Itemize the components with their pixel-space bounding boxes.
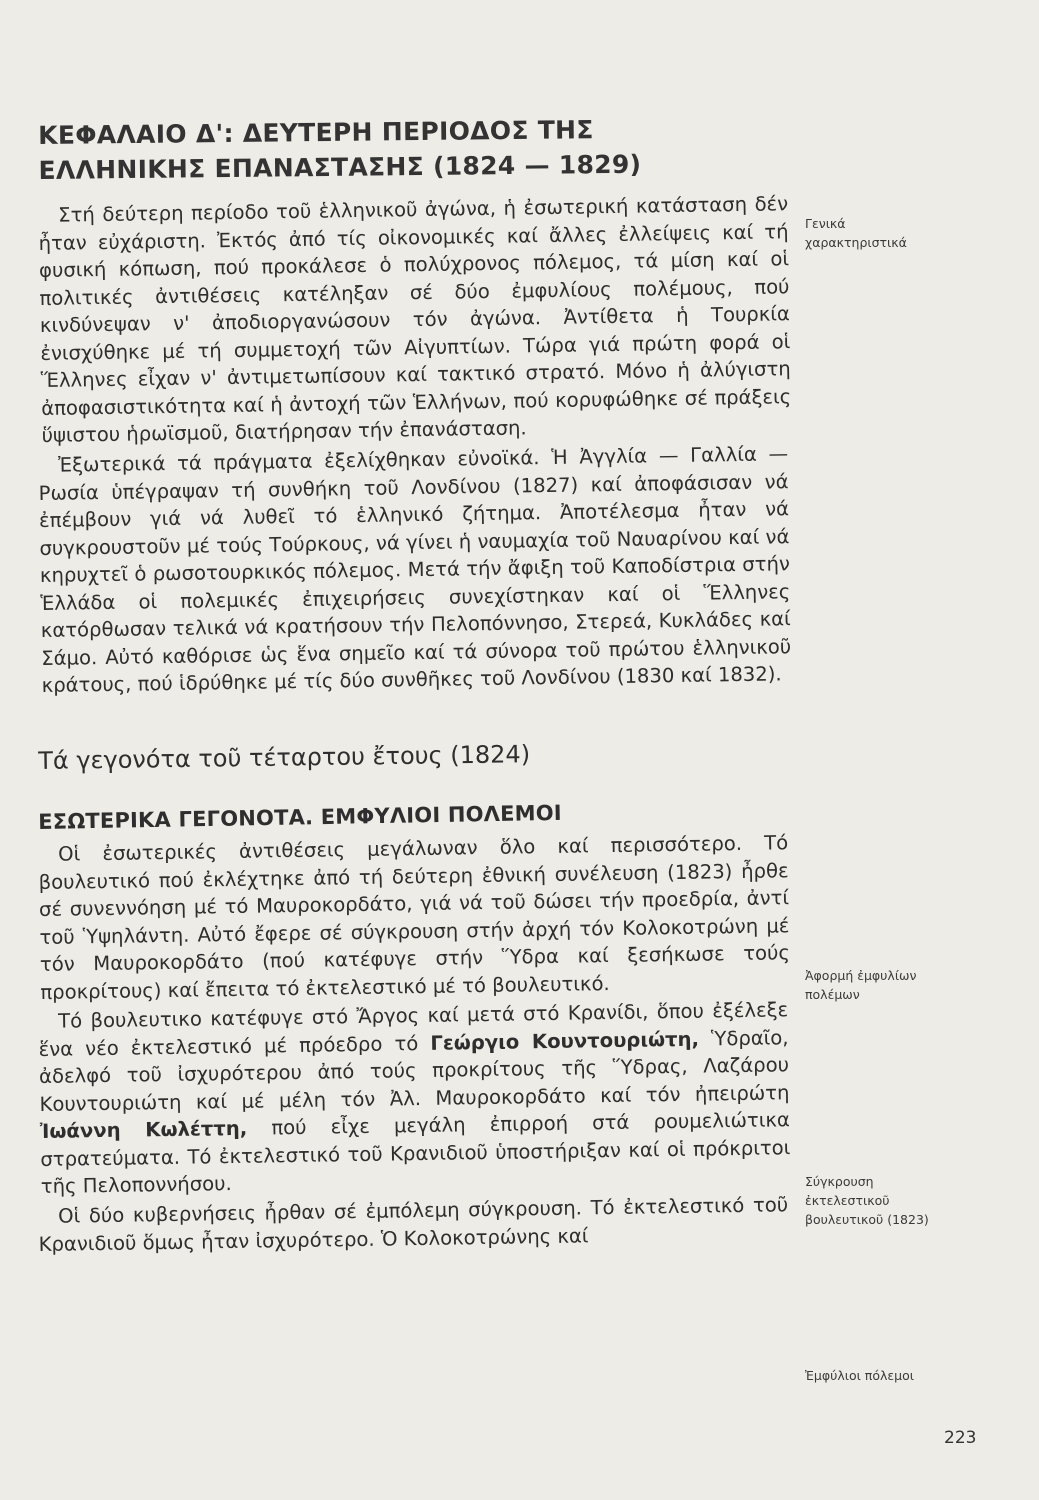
chapter-title [38, 110, 789, 188]
margin-note-text: Γενικά [805, 216, 846, 231]
margin-note-text: Ἀφορμή ἐμφυλίων [805, 968, 917, 983]
bold-name-kountouriotis: Γεώργιο Κουντουριώτη, [430, 1027, 700, 1055]
section-paragraph-3: Οἱ δύο κυβερνήσεις ἦρθαν σέ ἐμπόλεμη σύγκρουση. Τό ἐκτελεστικό τοῦ Κρανιδιοῦ ὅμως ἦταν ἰσχυρότερο. Ὁ Κολοκοτρώνης καί [38, 1192, 789, 1255]
section-paragraph-1: Οἱ ἐσωτερικές ἀντιθέσεις μεγάλωναν ὅλο καί περισσότερο. Τό βουλευτικό πού ἐκλέχτηκε ἀπό τή δεύτερη ἐθνική συνέλευση (1823) ἦρθε σέ συνεννόηση μέ τό Μαυροκορδάτο, γιά νά τοῦ δώσει τήν προεδρία, ἀντί τοῦ Ὑψηλάντη. Αὐτό ἔφερε σέ σύγκρουση στήν ἀρχή τόν Κολοκοτρώνη μέ τόν Μαυροκορδάτο (πού κατέφυγε στήν Ὕδρα καί ξεσήκωσε τούς προκρίτους) καί ἔπειτα τό ἐκτελεστικό μέ τό βουλευτικό. [38, 831, 791, 1004]
margin-note-text: πολέμων [805, 987, 860, 1002]
margin-note-text: ἐκτελεστικοῦ [805, 1193, 890, 1208]
page-number: 223 [944, 1428, 977, 1448]
section-heading: Τά γεγονότα τοῦ τέταρτου ἔτους (1824) [38, 740, 531, 775]
intro-paragraph-1: Στή δεύτερη περίοδο τοῦ ἑλληνικοῦ ἀγώνα, ἡ ἐσωτερική κατάσταση δέν ἦταν εὐχάριστη. Ἐκτός ἀπό τίς οἰκονομικές καί ἄλλες ἐλλείψεις καί τή φυσική κόπωση, πού προκάλεσε ὁ πολύχρονος πόλεμος, τά μίση καί οἱ πολιτικές ἀντιθέσεις κατέληξαν σέ δύο ἐμφυλίους πολέμους, πού κινδύνεψαν ν' ἀποδιοργανώσουν τόν ἀγώνα. Ἀντίθετα ἡ Τουρκία ἐνισχύθηκε μέ τή συμμετοχή τῶν Αἰγυπτίων. Τώρα γιά πρώτη φορά οἱ Ἕλληνες εἶχαν ν' ἀντιμετωπίσουν καί τακτικό στρατό. Μόνο ἡ ἀλύγιστη ἀποφασιστικότητα καί ἡ ἀντοχή τῶν Ἑλλήνων, πού κορυφώθηκε σέ πράξεις ὕψιστου ἡρωϊσμοῦ, διατήρησαν τήν ἐπανάσταση. [38, 192, 792, 447]
section-subheading: ΕΣΩΤΕΡΙΚΑ ΓΕΓΟΝΟΤΑ. ΕΜΦΥΛΙΟΙ ΠΟΛΕΜΟΙ [38, 800, 563, 834]
chapter-title-line1: ΚΕΦΑΛΑΙΟ Δ': ΔΕΥΤΕΡΗ ΠΕΡΙΟΔΟΣ ΤΗΣ [38, 115, 594, 150]
bold-name-kolettis: Ἰωάννη Κωλέττη, [39, 1116, 248, 1143]
margin-note-text: χαρακτηριστικά [805, 235, 907, 250]
margin-note-civil-wars [805, 1366, 1005, 1385]
margin-note-text: βουλευτικοῦ (1823) [805, 1212, 929, 1227]
intro-paragraph-2: Ἐξωτερικά τά πράγματα ἐξελίχθηκαν εὐνοϊκά. Ἡ Ἀγγλία — Γαλλία — Ρωσία ὑπέγραψαν τή συνθήκη τοῦ Λονδίνου (1827) καί ἀποφάσισαν νά ἐπέμβουν γιά νά λυθεῖ τό ἑλληνικό ζήτημα. Ἀποτέλεσμα ἦταν νά συγκρουστοῦν μέ τούς Τούρκους, νά γίνει ἡ ναυμαχία τοῦ Ναυαρίνου καί νά κηρυχτεῖ ὁ ρωσοτουρκικός πόλεμος. Μετά τήν ἄφιξη τοῦ Καποδίστρια στήν Ἑλλάδα οἱ πολεμικές ἐπιχειρήσεις συνεχίστηκαν καί οἱ Ἕλληνες κατόρθωσαν τελικά νά κρατήσουν τήν Πελοπόννησο, Στερεά, Κυκλάδες καί Σάμο. Αὐτό καθόρισε ὡς ἕνα σημεῖο καί τά σύνορα τοῦ πρώτου ἑλληνικοῦ κράτους, πού ἱδρύθηκε μέ τίς δύο συνθῆκες τοῦ Λονδίνου (1830 καί 1832). [38, 441, 792, 697]
margin-note-general [805, 214, 1005, 252]
margin-note-conflict [805, 1172, 1005, 1229]
chapter-title-line2: ΕΛΛΗΝΙΚΗΣ ΕΠΑΝΑΣΤΑΣΗΣ (1824 — 1829) [38, 149, 642, 185]
paragraph-text: Ὑδραῖο, ἀδελφό τοῦ ἰσχυρότερου ἀπό τούς προκρίτους τῆς Ὕδρας, Λαζάρου Κουντουριώτη καί μέ μέλη τόν Ἀλ. Μαυροκορδάτο καί τόν ἠπειρώτη [38, 1025, 790, 1116]
paragraph-text: Τό βουλευτικο κατέφυγε στό Ἄργος καί μετά στό Κρανίδι, ὅπου ἐξέλεξε ἕνα νέο ἐκτελεστικό μέ πρόεδρο τό [38, 998, 789, 1061]
paragraph-text: πού εἶχε μεγάλη ἐπιρροή στά ρουμελιώτικα στρατεύματα. Τό ἐκτελεστικό τοῦ Κρανιδιοῦ ὑποστήριξαν καί οἱ πρόκριτοι τῆς Πελοποννήσου. [40, 1108, 791, 1198]
margin-note-text: Ἐμφύλιοι πόλεμοι [805, 1368, 914, 1383]
margin-note-text: Σύγκρουση [805, 1174, 874, 1189]
main-text-column [38, 115, 792, 1258]
section-paragraph-2 [38, 996, 791, 1200]
margin-note-civil-war-cause [805, 966, 1005, 1004]
